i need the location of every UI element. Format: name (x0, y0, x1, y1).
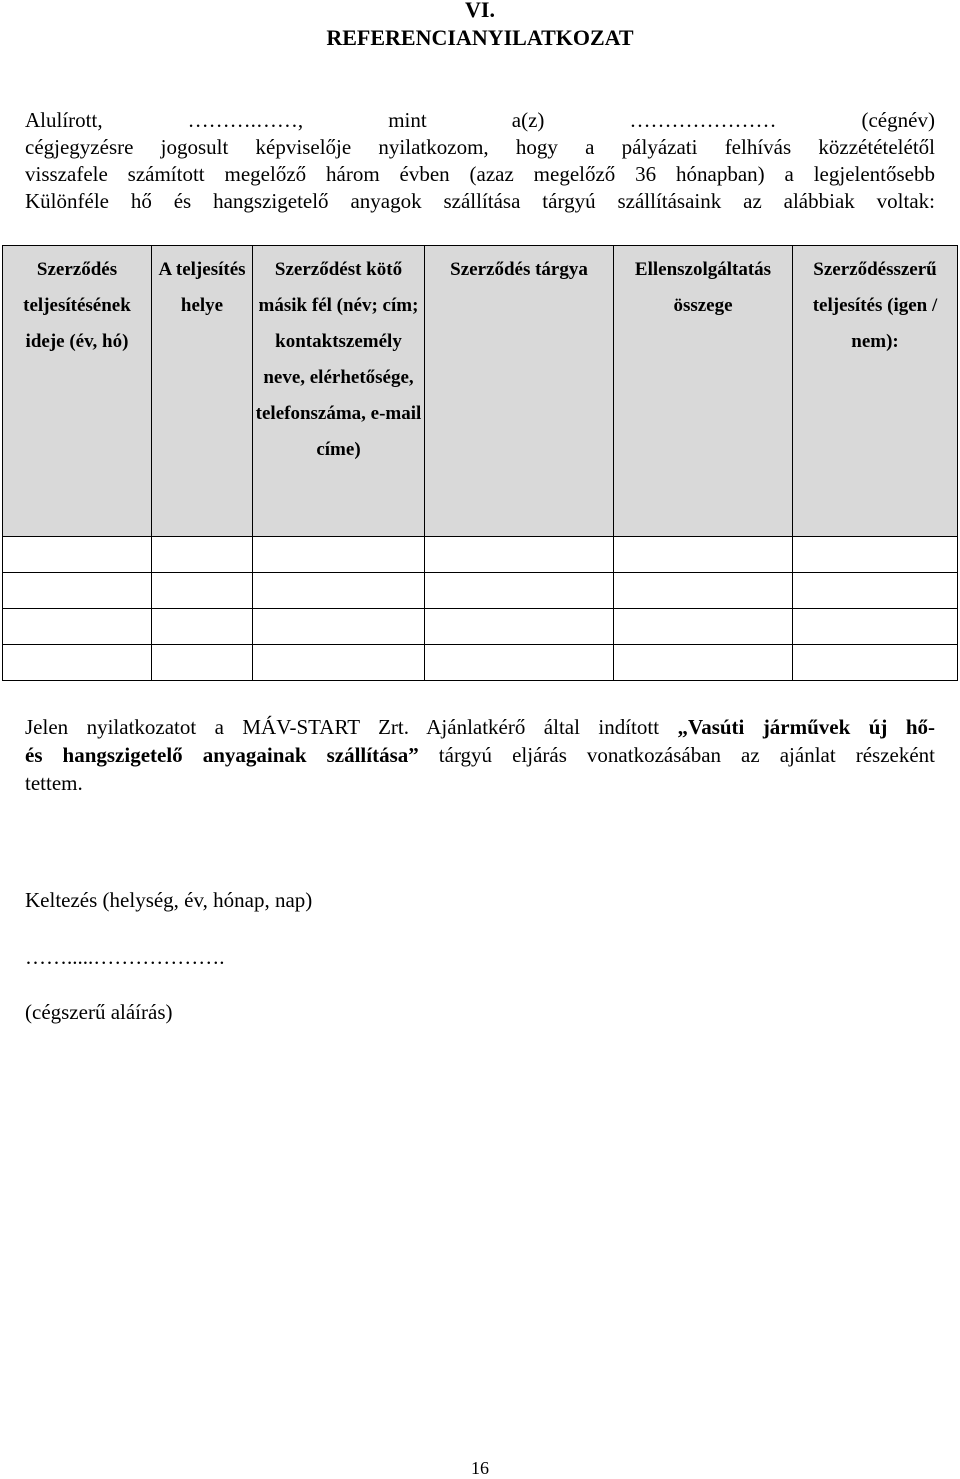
closing-line-3: tettem. (25, 771, 83, 795)
header-contract-subject: Szerződés tárgya (425, 246, 614, 537)
procedure-title-part-1: „Vasúti járművek új hő- (677, 715, 935, 739)
table-cell (253, 645, 425, 681)
table-cell (614, 645, 793, 681)
table-cell (614, 573, 793, 609)
closing-text: tárgyú eljárás vonatkozásában az ajánlat részeként (418, 743, 935, 767)
intro-company-blank: ………………… (629, 108, 777, 132)
header-consideration-amount: Ellenszolgáltatás összege (614, 246, 793, 537)
intro-line-3: visszafele számított megelőző három évben (azaz megelőző 36 hónapban) a legjelentősebb (25, 162, 935, 186)
table-cell (425, 645, 614, 681)
place-date-label: Keltezés (helység, év, hónap, nap) (25, 888, 313, 912)
table-row (3, 645, 958, 681)
header-contractual-performance: Szerződésszerű teljesítés (igen / nem): (793, 246, 958, 537)
intro-word-az: a(z) (511, 108, 545, 132)
closing-line-2 (25, 741, 935, 769)
table-cell (253, 609, 425, 645)
table-cell (253, 573, 425, 609)
table-cell (614, 609, 793, 645)
table-cell (425, 609, 614, 645)
header-completion-date: Szerződés teljesítésének ideje (év, hó) (3, 246, 152, 537)
table-cell (425, 537, 614, 573)
table-row (3, 573, 958, 609)
table-row (3, 537, 958, 573)
intro-line-4: Különféle hő és hangszigetelő anyagok szállítása tárgyú szállításaink az alábbiak voltak: (25, 189, 935, 213)
table-cell (3, 573, 152, 609)
intro-word-cegnev: (cégnév) (861, 108, 935, 132)
table-cell (152, 645, 253, 681)
table-cell (152, 609, 253, 645)
intro-line-2: cégjegyzésre jogosult képviselője nyilatkozom, hogy a pályázati felhívás közzétételétől (25, 135, 935, 159)
closing-line-1 (25, 713, 935, 741)
table-cell (793, 645, 958, 681)
table-cell (793, 573, 958, 609)
table-cell (253, 537, 425, 573)
table-cell (3, 609, 152, 645)
intro-name-blank: ……….……, (187, 108, 304, 132)
reference-table (2, 245, 958, 681)
table-cell (152, 537, 253, 573)
procedure-title-part-2: és hangszigetelő anyagainak szállítása” (25, 743, 419, 767)
signature-label: (cégszerű aláírás) (25, 1000, 173, 1024)
table-cell (793, 609, 958, 645)
page-title: REFERENCIANYILATKOZAT (326, 25, 634, 50)
intro-line-1 (25, 107, 935, 134)
closing-text: Jelen nyilatkozatot a MÁV-START Zrt. Ajánlatkérő által indított (25, 715, 678, 739)
header-counterparty: Szerződést kötő másik fél (név; cím; kontaktszemély neve, elérhetősége, telefonszáma, e-mail címe) (253, 246, 425, 537)
table-cell (3, 645, 152, 681)
closing-paragraph (25, 713, 935, 797)
page-number: 16 (471, 1458, 489, 1478)
heading-number: VI. (465, 0, 495, 22)
signature-line: …….....………………. (25, 945, 225, 969)
intro-word-alulirott: Alulírott, (25, 108, 103, 132)
header-completion-place: A teljesítés helye (152, 246, 253, 537)
table-cell (152, 573, 253, 609)
intro-paragraph (25, 107, 935, 215)
table-cell (614, 537, 793, 573)
table-header-row (3, 246, 958, 537)
table-cell (793, 537, 958, 573)
table-cell (425, 573, 614, 609)
table-row (3, 609, 958, 645)
intro-word-mint: mint (388, 108, 427, 132)
table-cell (3, 537, 152, 573)
